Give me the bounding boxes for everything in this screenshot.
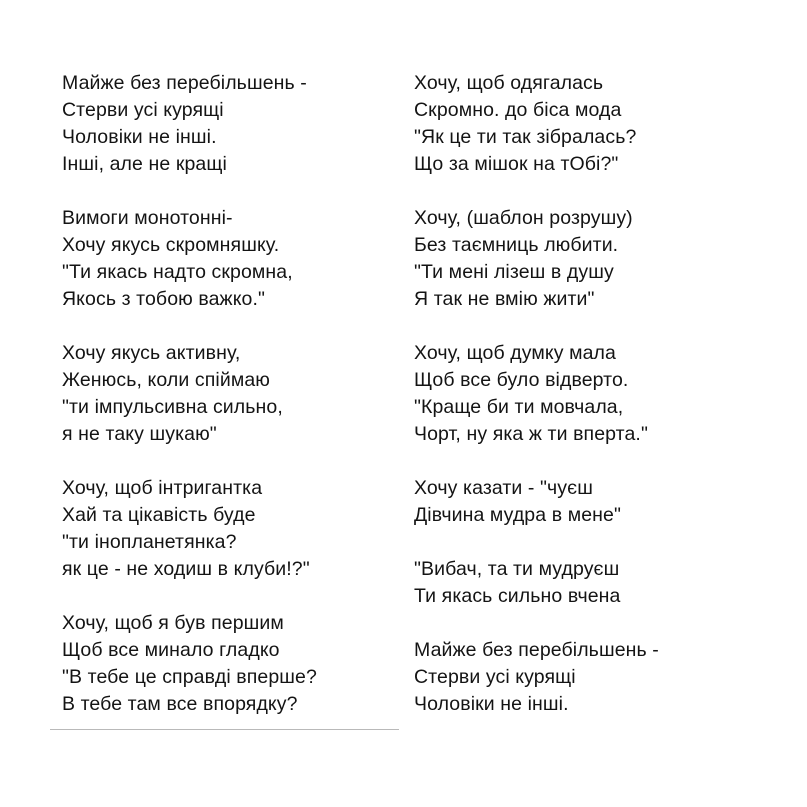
poem-line: Майже без перебільшень - xyxy=(414,639,659,661)
poem-line: Стерви усі курящі xyxy=(414,666,576,688)
poem-line: Майже без перебільшень - xyxy=(62,72,307,94)
poem-line: Щоб все було відверто. xyxy=(414,369,629,391)
poem-line: Хочу, щоб інтригантка xyxy=(62,477,263,499)
poem-line: я не таку шукаю" xyxy=(62,423,217,445)
stanza xyxy=(62,340,362,448)
poem-column-right xyxy=(414,70,714,718)
poem-line: В тебе там все впорядку? xyxy=(62,693,298,715)
poem-line: Хочу якусь скромняшку. xyxy=(62,234,280,256)
stanza xyxy=(414,556,714,610)
poem-line: Чорт, ну яка ж ти вперта." xyxy=(414,423,648,445)
stanza xyxy=(62,610,362,718)
poem-line: Дівчина мудра в мене" xyxy=(414,504,621,526)
stanza xyxy=(62,70,362,178)
stanza xyxy=(62,475,362,583)
stanza xyxy=(414,205,714,313)
poem-column-left xyxy=(62,70,362,718)
stanza xyxy=(414,340,714,448)
poem-line: Без таємниць любити. xyxy=(414,234,619,256)
poem-line: Хочу, щоб одягалась xyxy=(414,72,604,94)
poem-line: "Вибач, та ти мудруєш xyxy=(414,558,620,580)
poem-line: Хай та цікавість буде xyxy=(62,504,256,526)
poem-line: Женюсь, коли спіймаю xyxy=(62,369,271,391)
stanza xyxy=(414,637,714,718)
stanza xyxy=(414,70,714,178)
poem-line: "Як це ти так зібралась? xyxy=(414,126,637,148)
poem-line: Хочу казати - "чуєш xyxy=(414,477,593,499)
poem-line: Хочу, (шаблон розрушу) xyxy=(414,207,633,229)
poem-line: Ти якась сильно вчена xyxy=(414,585,621,607)
poem-line: Стерви усі курящі xyxy=(62,99,224,121)
poem-line: Хочу, щоб я був першим xyxy=(62,612,284,634)
poem-line: Я так не вмію жити" xyxy=(414,288,595,310)
poem-line: Хочу, щоб думку мала xyxy=(414,342,616,364)
poem-line: Щоб все минало гладко xyxy=(62,639,280,661)
poem-line: "Ти мені лізеш в душу xyxy=(414,261,614,283)
stanza xyxy=(62,205,362,313)
poem-line: Вимоги монотонні- xyxy=(62,207,233,229)
poem-line: Що за мішок на тОбі?" xyxy=(414,153,619,175)
poem-line: "Краще би ти мовчала, xyxy=(414,396,624,418)
poem-line: Чоловіки не інші. xyxy=(62,126,217,148)
divider-line xyxy=(50,729,399,730)
poem-line: Хочу якусь активну, xyxy=(62,342,241,364)
poem-line: "ти імпульсивна сильно, xyxy=(62,396,283,418)
poem-line: Чоловіки не інші. xyxy=(414,693,569,715)
poem-line: "В тебе це справді вперше? xyxy=(62,666,317,688)
stanza xyxy=(414,475,714,529)
poem-line: "Ти якась надто скромна, xyxy=(62,261,293,283)
poem-line: Інші, але не кращі xyxy=(62,153,227,175)
poem-line: як це - не ходиш в клуби!?" xyxy=(62,558,310,580)
poem-line: Скромно. до біса мода xyxy=(414,99,622,121)
poem-line: Якось з тобою важко." xyxy=(62,288,266,310)
poem-line: "ти інопланетянка? xyxy=(62,531,237,553)
